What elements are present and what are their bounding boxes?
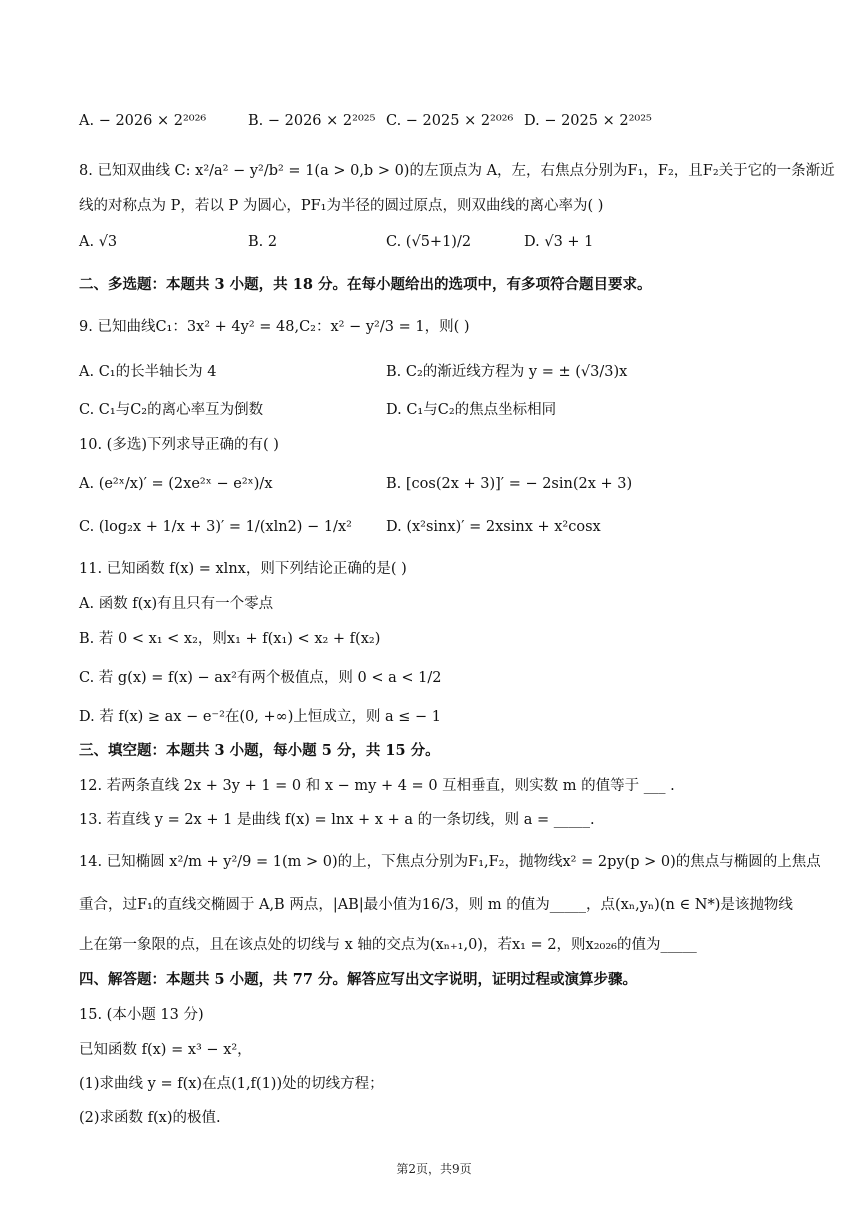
q11-option-c: C. 若 g(x) = f(x) − ax²有两个极值点，则 0 < a < 1/2 [79,670,442,686]
section-heading-fill-blank: 三、填空题：本题共 3 小题，每小题 5 分，共 15 分。 [79,742,440,759]
q9-option-b: B. C₂的渐近线方程为 y = ± (√3/3)x [386,364,628,380]
q10-stem: 10. (多选)下列求导正确的有( ) [79,437,279,453]
q15-part2: (2)求函数 f(x)的极值. [79,1110,221,1126]
q14-stem-line2: 重合，过F₁的直线交椭圆于 A,B 两点，|AB|最小值为16/3，则 m 的值为_____，点(xₙ,yₙ)(n ∈ N*)是该抛物线 [79,897,793,913]
q11-stem: 11. 已知函数 f(x) = xlnx，则下列结论正确的是( ) [79,561,407,577]
q14-stem-line3: 上在第一象限的点，且在该点处的切线与 x 轴的交点为(xₙ₊₁,0)，若x₁ = 2，则x₂₀₂₆的值为_____ [79,937,697,953]
q10-option-a: A. (e²ˣ/x)′ = (2xe²ˣ − e²ˣ)/x [79,476,273,492]
q9-option-c: C. C₁与C₂的离心率互为倒数 [79,402,264,418]
q8-option-d: D. √3 + 1 [524,234,594,250]
q14-stem-line1: 14. 已知椭圆 x²/m + y²/9 = 1(m > 0)的上，下焦点分别为F₁,F₂，抛物线x² = 2py(p > 0)的焦点与椭圆的上焦点 [79,854,821,870]
q11-option-a: A. 函数 f(x)有且只有一个零点 [79,596,274,612]
q10-option-d: D. (x²sinx)′ = 2xsinx + x²cosx [386,519,601,535]
q15-given: 已知函数 f(x) = x³ − x²， [79,1042,252,1058]
section-heading-solutions: 四、解答题：本题共 5 小题，共 77 分。解答应写出文字说明，证明过程或演算步骤。 [79,971,637,988]
q9-option-a: A. C₁的长半轴长为 4 [79,364,217,380]
q7-option-a: A. − 2026 × 2²⁰²⁶ [79,113,207,129]
q7-option-c: C. − 2025 × 2²⁰²⁶ [386,113,514,129]
q15-title: 15. (本小题 13 分) [79,1007,204,1023]
q8-stem-line2: 线的对称点为 P，若以 P 为圆心，PF₁为半径的圆过原点，则双曲线的离心率为( ) [79,198,604,214]
q8-option-a: A. √3 [79,234,118,250]
q9-stem: 9. 已知曲线C₁：3x² + 4y² = 48,C₂：x² − y²/3 = 1，则( ) [79,319,470,335]
q10-option-b: B. [cos(2x + 3)]′ = − 2sin(2x + 3) [386,476,633,492]
q13-stem: 13. 若直线 y = 2x + 1 是曲线 f(x) = lnx + x + a 的一条切线，则 a = _____. [79,812,595,828]
q11-option-b: B. 若 0 < x₁ < x₂，则x₁ + f(x₁) < x₂ + f(x₂) [79,631,381,647]
q8-option-c: C. (√5+1)/2 [386,234,472,250]
q7-option-b: B. − 2026 × 2²⁰²⁵ [248,113,376,129]
q15-part1: (1)求曲线 y = f(x)在点(1,f(1))处的切线方程； [79,1076,384,1092]
q7-option-d: D. − 2025 × 2²⁰²⁵ [524,113,652,129]
q8-option-b: B. 2 [248,234,278,250]
q11-option-d: D. 若 f(x) ≥ ax − e⁻²在(0, +∞)上恒成立，则 a ≤ − 1 [79,709,441,725]
section-heading-multi-choice: 二、多选题：本题共 3 小题，共 18 分。在每小题给出的选项中，有多项符合题目要求。 [79,276,652,293]
q10-option-c: C. (log₂x + 1/x + 3)′ = 1/(xln2) − 1/x² [79,519,352,535]
q12-stem: 12. 若两条直线 2x + 3y + 1 = 0 和 x − my + 4 = 0 互相垂直，则实数 m 的值等于 ___ . [79,778,675,794]
q8-stem-line1: 8. 已知双曲线 C: x²/a² − y²/b² = 1(a > 0,b > 0)的左顶点为 A，左，右焦点分别为F₁，F₂，且F₂关于它的一条渐近 [79,163,835,179]
q9-option-d: D. C₁与C₂的焦点坐标相同 [386,402,557,418]
page-number-footer: 第2页，共9页 [396,1162,472,1176]
